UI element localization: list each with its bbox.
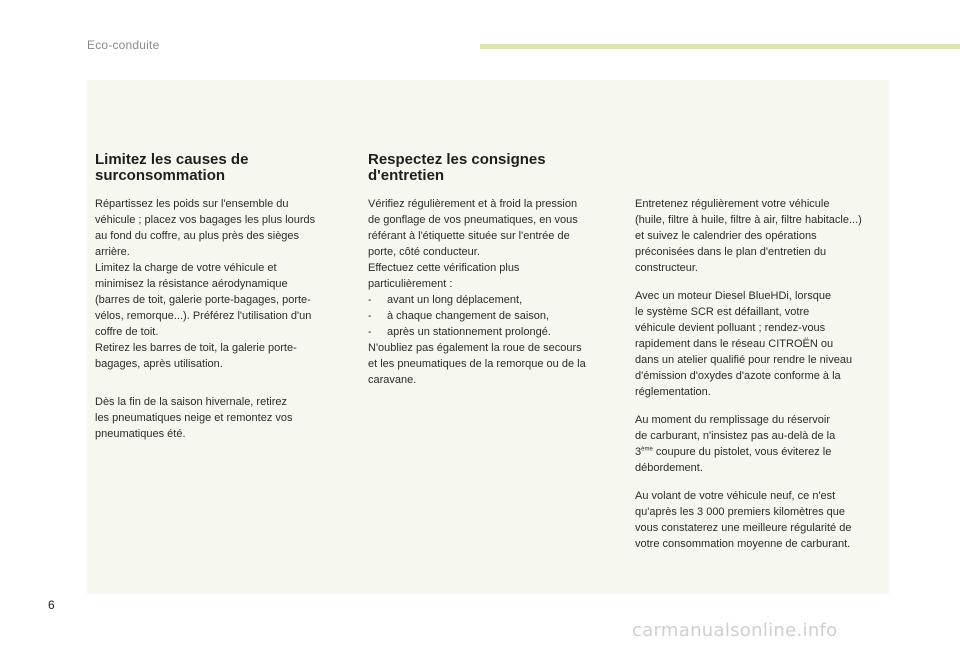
list-item: - à chaque changement de saison,	[368, 310, 550, 322]
bullet-list	[368, 292, 618, 340]
list-item: - avant un long déplacement,	[368, 294, 523, 306]
paragraph-loads: Répartissez les poids sur l'ensemble du véhicule ; placez vos bagages les plus lourds au fond du coffre, au plus près des sièges arrière. Limitez la charge de votre véhicule et minimisez la résistance aérodynamique (barres de toit, galerie porte-bagages, porte- vélos, remorque...). Préférez l'utilisation d'un coffre de toit. Retirez les barres de toit, la galerie porte- bagages, après utilisation.	[95, 198, 316, 370]
heading-maintenance: Respectez les consignes d'entretien	[368, 151, 546, 184]
paragraph-tyre-pressure: Vérifiez régulièrement et à froid la pression de gonflage de vos pneumatiques, en vous référant à l'étiquette située sur l'entrée de porte, côté conducteur. Effectuez cette vérification plus particulièrement :	[368, 198, 578, 290]
paragraph-scr-system: Avec un moteur Diesel BlueHDi, lorsque le système SCR est défaillant, votre véhicule devient polluant ; rendez-vous rapidement dans le réseau CITROËN ou dans un atelier qualifié pour rendre le niveau d'émission d'oxydes d'azote conforme à la réglementation.	[635, 290, 853, 398]
watermark: carmanualsonline.info	[632, 620, 838, 641]
header-accent-bar	[480, 44, 960, 49]
column-maintenance-continued	[635, 196, 890, 552]
paragraph-refuelling: Au moment du remplissage du réservoir de carburant, n'insistez pas au-delà de la 3ème coupure du pistolet, vous éviterez le débordement.	[635, 414, 836, 474]
paragraph-new-vehicle: Au volant de votre véhicule neuf, ce n'est qu'après les 3 000 premiers kilomètres que vous constaterez une meilleure régularité de votre consommation moyenne de carburant.	[635, 490, 852, 550]
list-item: - après un stationnement prolongé.	[368, 326, 551, 338]
column-consumption	[95, 152, 345, 442]
paragraph-spare-wheel: N'oubliez pas également la roue de secours et les pneumatiques de la remorque ou de la caravane.	[368, 342, 586, 386]
section-title: Eco-conduite	[87, 38, 160, 52]
heading-consumption: Limitez les causes de surconsommation	[95, 151, 249, 184]
column-maintenance	[368, 152, 618, 388]
page-number: 6	[48, 598, 55, 612]
paragraph-service-plan: Entretenez régulièrement votre véhicule (huile, filtre à huile, filtre à air, filtre habitacle...) et suivez le calendrier des opérations préconisées dans le plan d'entretien du constructeur.	[635, 198, 862, 274]
paragraph-winter-tyres: Dès la fin de la saison hivernale, retirez les pneumatiques neige et remontez vos pneumatiques été.	[95, 396, 293, 440]
